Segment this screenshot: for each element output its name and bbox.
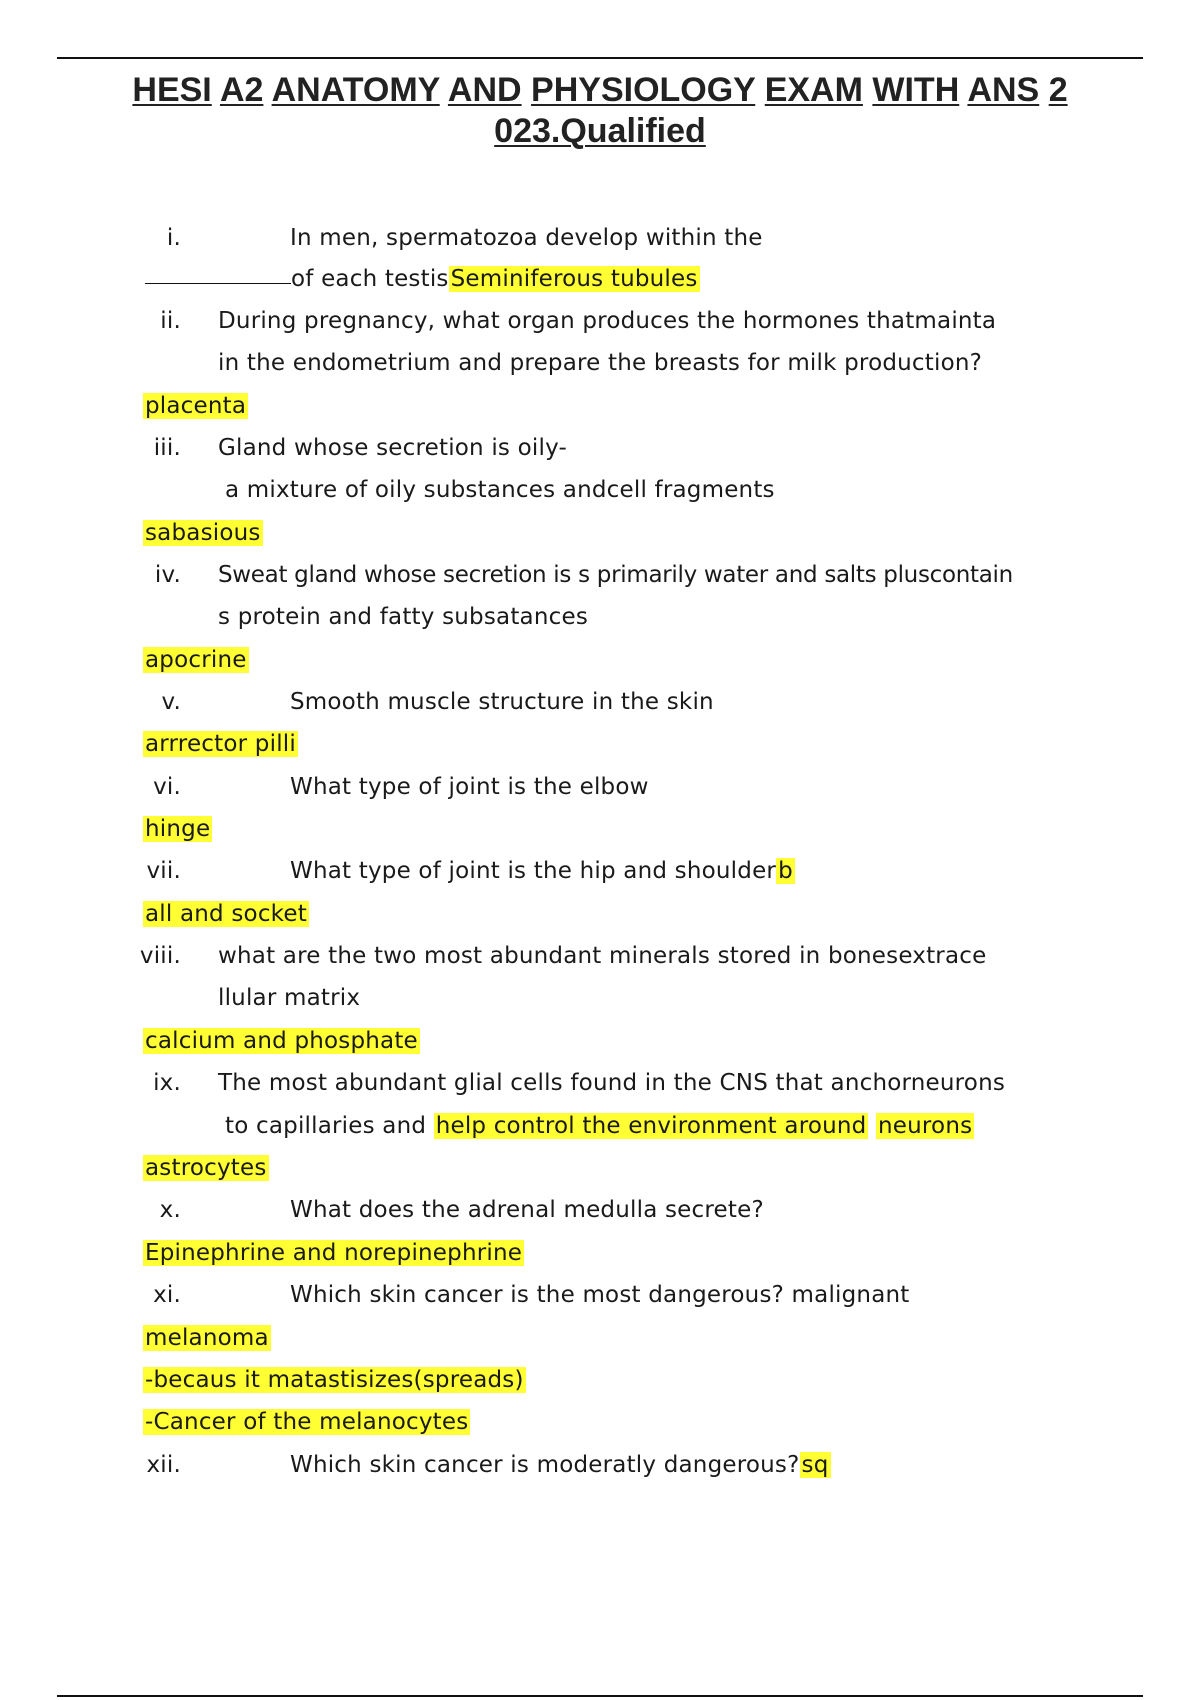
question-text: Which skin cancer is the most dangerous? malignant (290, 1282, 910, 1308)
question-text: Smooth muscle structure in the skin (290, 689, 714, 715)
title-line-2: 023.Qualified (494, 112, 706, 150)
item-number: xii. (146, 1452, 181, 1478)
question-text: Sweat gland whose secretion is s primarily water and salts pluscontain (218, 562, 1013, 588)
bottom-rule (57, 1695, 1143, 1697)
question-text: llular matrix (218, 985, 361, 1011)
answer-highlight: Seminiferous tubules (450, 266, 698, 292)
question-text: During pregnancy, what organ produces the hormones thatmainta (218, 308, 997, 334)
item-number: vi. (153, 774, 181, 800)
item-number: x. (159, 1197, 181, 1223)
answer-blank (145, 282, 291, 284)
question-text: What does the adrenal medulla secrete? (290, 1197, 764, 1223)
top-rule (57, 57, 1143, 59)
item-number: ix. (153, 1070, 181, 1096)
title-word: ANS (967, 71, 1040, 109)
title-word: WITH (872, 71, 960, 109)
title-word: PHYSIOLOGY (531, 71, 756, 109)
question-text: What type of joint is the elbow (290, 774, 649, 800)
item-number: vii. (146, 858, 181, 884)
question-text: of each testisSeminiferous tubules (145, 264, 700, 294)
item-number: iv. (154, 562, 181, 588)
highlight-phrase: help control the environment around (435, 1113, 867, 1139)
highlight-phrase: neurons (878, 1113, 973, 1139)
question-text: to capillaries and help control the environment around neurons (225, 1113, 973, 1139)
item-number: xi. (153, 1282, 181, 1308)
answer-highlight: sabasious (145, 520, 261, 546)
document-title (60, 70, 1140, 152)
title-word: 2 (1048, 71, 1068, 109)
item-number: viii. (139, 943, 181, 969)
question-text: s protein and fatty subsatances (218, 604, 588, 630)
question-text: Which skin cancer is moderatly dangerous?sq (290, 1452, 829, 1478)
item-number: v. (161, 689, 181, 715)
item-number: ii. (160, 308, 181, 334)
answer-highlight: -Cancer of the melanocytes (145, 1409, 469, 1435)
answer-highlight: sq (801, 1452, 829, 1478)
question-text: in the endometrium and prepare the breasts for milk production? (218, 350, 983, 376)
answer-highlight: apocrine (145, 647, 247, 673)
item-number: iii. (153, 435, 181, 461)
question-text: What type of joint is the hip and shoulderb (290, 858, 793, 884)
title-word: AND (447, 71, 522, 109)
question-text: Gland whose secretion is oily- (218, 435, 567, 461)
answer-highlight: placenta (145, 393, 247, 419)
answer-highlight: b (778, 858, 793, 884)
answer-highlight: Epinephrine and norepinephrine (145, 1240, 523, 1266)
question-text: The most abundant glial cells found in the CNS that anchorneurons (218, 1070, 1006, 1096)
answer-highlight: astrocytes (145, 1155, 267, 1181)
question-text: what are the two most abundant minerals stored in bonesextrace (218, 943, 987, 969)
answer-highlight: melanoma (145, 1325, 269, 1351)
answer-highlight: arrrector pilli (145, 731, 296, 757)
question-text: In men, spermatozoa develop within the (290, 225, 763, 251)
answer-highlight: calcium and phosphate (145, 1028, 418, 1054)
question-text: a mixture of oily substances andcell fragments (225, 477, 775, 503)
item-number: i. (166, 225, 181, 251)
title-word: ANATOMY (271, 71, 440, 109)
answer-highlight: -becaus it matastisizes(spreads) (145, 1367, 524, 1393)
answer-highlight: all and socket (145, 901, 307, 927)
answer-highlight: hinge (145, 816, 211, 842)
title-word: HESI (132, 71, 212, 109)
title-word: A2 (219, 71, 264, 109)
title-word: EXAM (764, 71, 863, 109)
